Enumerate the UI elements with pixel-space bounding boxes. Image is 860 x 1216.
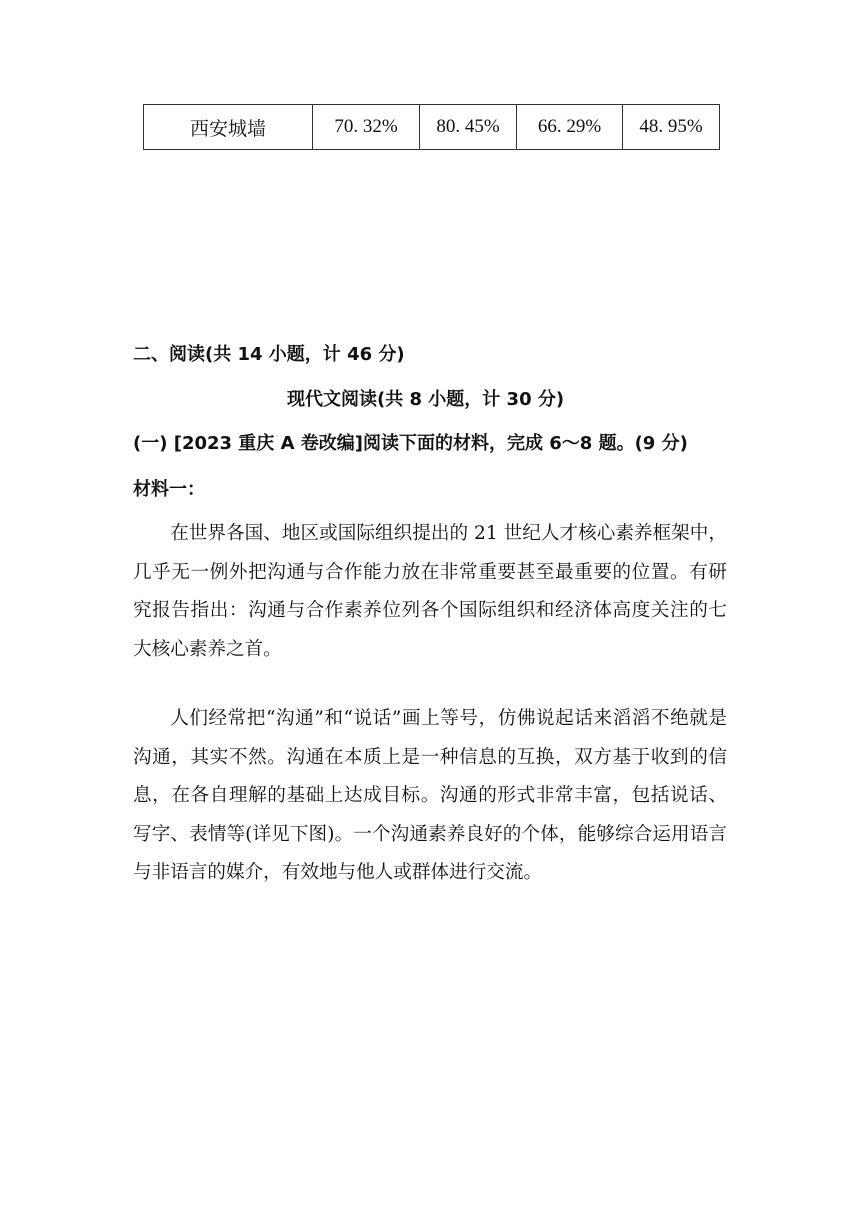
table-cell-name: 西安城墙	[144, 105, 313, 150]
paragraph: 在世界各国、地区或国际组织提出的 21 世纪人才核心素养框架中，几乎无一例外把沟通与合作能力放在非常重要甚至最重要的位置。有研究报告指出：沟通与合作素养位列各个国际组织和经济体高度关注的七大核心素养之首。	[133, 523, 727, 660]
table-cell-value: 80. 45%	[420, 105, 517, 150]
section-subtitle: 现代文阅读(共 8 小题，计 30 分)	[287, 389, 565, 410]
question-heading: (一) [2023 重庆 A 卷改编]阅读下面的材料，完成 6～8 题。(9 分)	[133, 433, 688, 454]
table-row	[144, 105, 720, 150]
table-cell-value: 48. 95%	[623, 105, 720, 150]
paragraph: 人们经常把“沟通”和“说话”画上等号，仿佛说起话来滔滔不绝就是沟通，其实不然。沟通在本质上是一种信息的互换，双方基于收到的信息，在各自理解的基础上达成目标。沟通的形式非常丰富，包括说话、写字、表情等(详见下图)。一个沟通素养良好的个体，能够综合运用语言与非语言的媒介，有效地与他人或群体进行交流。	[133, 708, 727, 883]
data-table	[143, 104, 720, 150]
section-title: 二、阅读(共 14 小题，计 46 分)	[133, 344, 405, 365]
material-label: 材料一：	[133, 479, 205, 500]
table-cell-value: 66. 29%	[517, 105, 623, 150]
table-cell-value: 70. 32%	[313, 105, 420, 150]
